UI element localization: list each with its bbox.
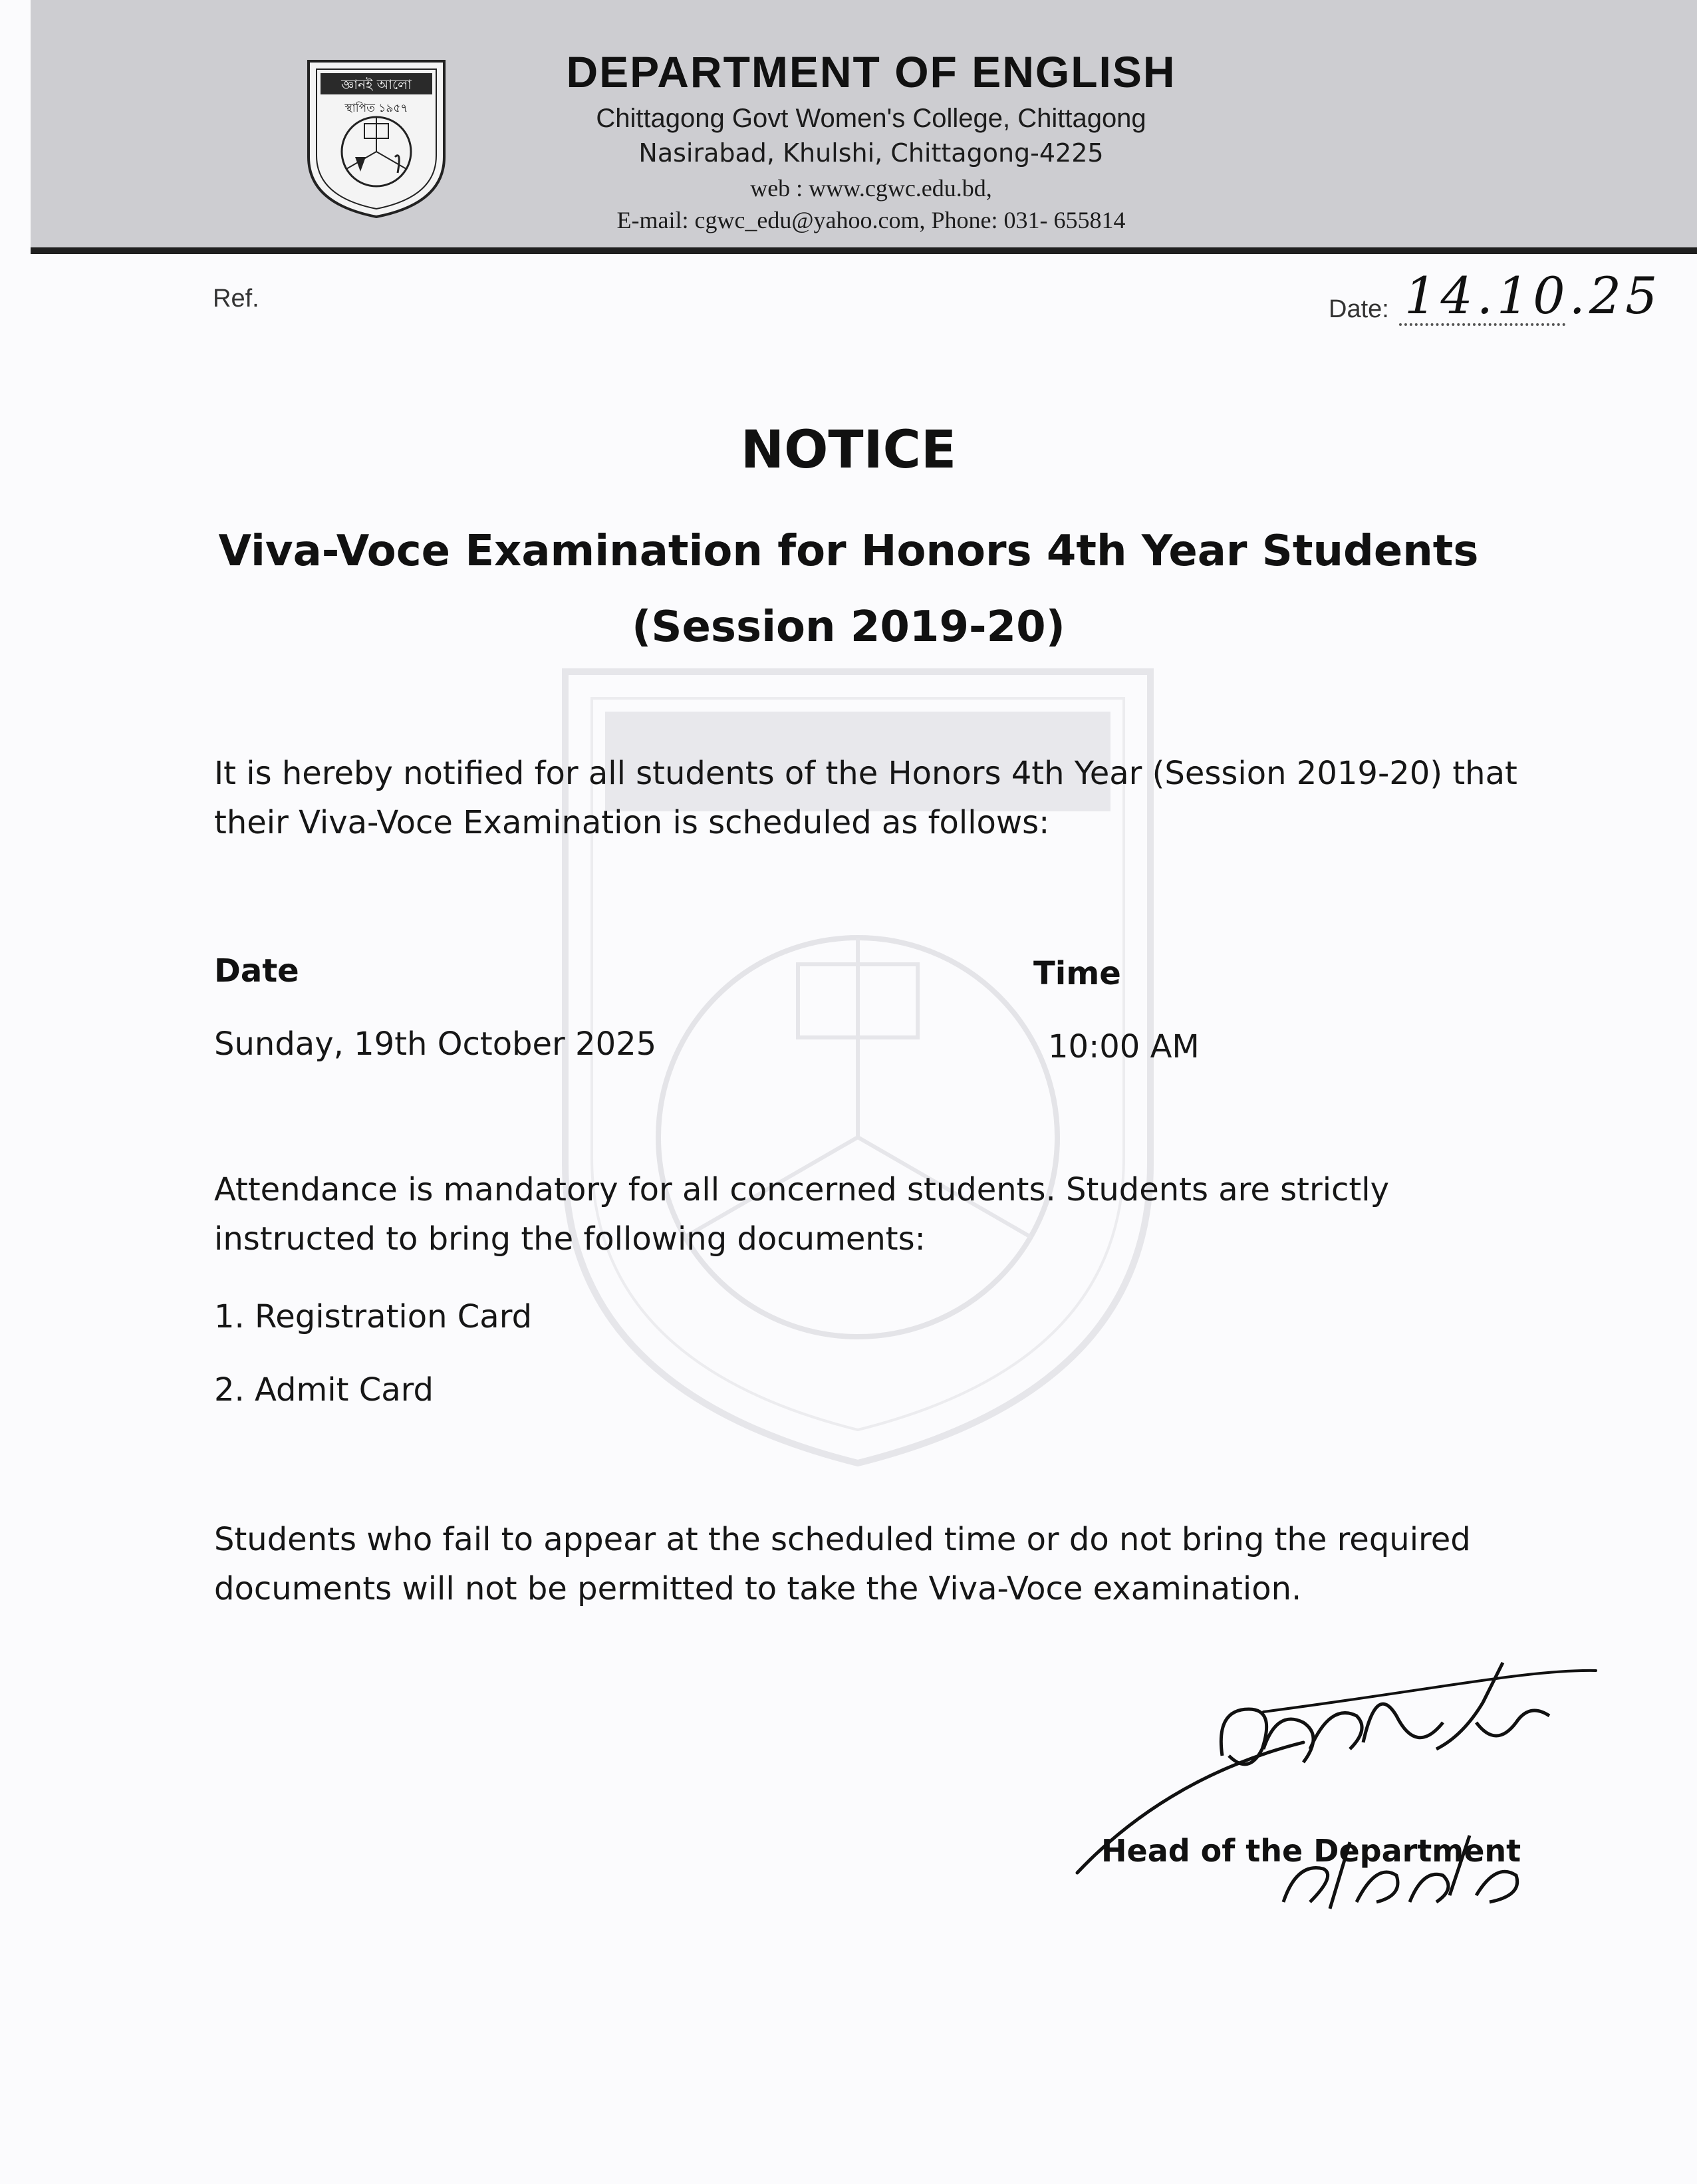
notice-session: (Session 2019-20) xyxy=(632,603,1065,652)
college-address: Nasirabad, Khulshi, Chittagong-4225 xyxy=(638,138,1104,168)
ref-label: Ref. xyxy=(213,285,259,313)
schedule-time-value: 10:00 AM xyxy=(1048,1028,1200,1065)
logo-established: স্থাপিত ১৯৫৭ xyxy=(344,102,408,115)
document-item: 1. Registration Card xyxy=(214,1298,533,1335)
college-name: Chittagong Govt Women's College, Chittagong xyxy=(596,104,1146,133)
college-website: web : www.cgwc.edu.bd, xyxy=(750,175,992,202)
intro-paragraph: It is hereby notified for all students of the Honors 4th Year (Session 2019-20) that their Viva-Voce Examination is scheduled as follows: xyxy=(214,755,1517,841)
department-name: DEPARTMENT OF ENGLISH xyxy=(566,47,1176,96)
schedule-date-header: Date xyxy=(214,952,299,990)
college-logo-icon xyxy=(303,57,450,220)
schedule-date-value: Sunday, 19th October 2025 xyxy=(214,1025,657,1063)
notice-subtitle: Viva-Voce Examination for Honors 4th Year Students xyxy=(218,527,1479,576)
attendance-paragraph: Attendance is mandatory for all concerned students. Students are strictly instructed to bring the following documents: xyxy=(214,1171,1389,1258)
logo-motto: জ্ঞানই আলো xyxy=(341,76,412,92)
handwritten-signature-icon xyxy=(1064,1649,1609,1929)
date-label: Date: xyxy=(1329,295,1389,323)
signatory-title: Head of the Department xyxy=(1101,1833,1521,1869)
document-item: 2. Admit Card xyxy=(214,1371,434,1409)
warning-paragraph: Students who fail to appear at the scheduled time or do not bring the required documents will not be permitted to take the Viva-Voce examination. xyxy=(214,1521,1471,1607)
college-contact: E-mail: cgwc_edu@yahoo.com, Phone: 031- 655814 xyxy=(616,207,1126,233)
schedule-time-header: Time xyxy=(1033,955,1121,992)
handwritten-date: 14.10.25 xyxy=(1404,266,1662,325)
notice-title: NOTICE xyxy=(740,420,957,480)
